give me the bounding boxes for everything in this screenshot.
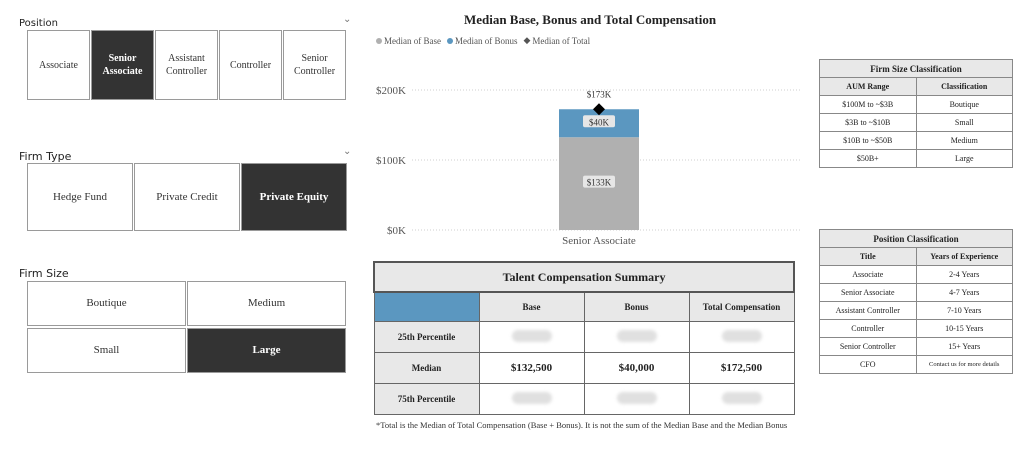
table-cell: $50B+ [820, 150, 917, 168]
y-tick-label: $100K [376, 155, 406, 167]
slicer-tile-label: Associate [39, 59, 78, 71]
column-header: AUM Range [820, 78, 917, 96]
firm-size-slicer-title: Firm Size [19, 267, 69, 280]
slicer-tile-label: Large [252, 344, 281, 357]
slicer-tile-associate[interactable] [27, 30, 90, 100]
table-row [374, 353, 794, 384]
table-cell: Associate [820, 266, 917, 284]
column-header: Total Compensation [689, 292, 794, 322]
table-caption: Firm Size Classification [820, 60, 1013, 78]
blurred-value [512, 392, 552, 404]
slicer-tile-large[interactable] [187, 328, 346, 373]
legend-item-bonus: Median of Bonus [447, 36, 518, 46]
table-cell: Senior Controller [820, 338, 917, 356]
column-header [374, 292, 479, 322]
slicer-tile-label: Hedge Fund [52, 190, 108, 203]
table-row [820, 356, 1013, 374]
chart-legend [376, 35, 590, 46]
table-cell: 7-10 Years [916, 302, 1013, 320]
slicer-tile-label: Medium [247, 297, 286, 310]
slicer-tile-label: Boutique [86, 297, 127, 310]
table-cell [479, 322, 584, 353]
slicer-tile-private-equity[interactable] [241, 163, 347, 231]
table-row [820, 284, 1013, 302]
slicer-tile-controller[interactable] [219, 30, 282, 100]
slicer-tile-small[interactable] [27, 328, 186, 373]
data-label-base: $133K [586, 177, 612, 188]
table-cell: $172,500 [689, 353, 794, 384]
data-label-bonus: $40K [589, 117, 609, 128]
table-row [820, 132, 1013, 150]
table-cell: 15+ Years [916, 338, 1013, 356]
table-cell [584, 384, 689, 415]
table-cell: $3B to ~$10B [820, 114, 917, 132]
blurred-value [617, 392, 657, 404]
y-tick-label: $0K [387, 225, 406, 237]
position-classification-table [819, 229, 1013, 374]
table-row [820, 302, 1013, 320]
row-label: 75th Percentile [374, 384, 479, 415]
column-header: Base [479, 292, 584, 322]
table-row [820, 114, 1013, 132]
chart-title: Median Base, Bonus and Total Compensation [463, 12, 717, 27]
legend-item-base: Median of Base [376, 36, 441, 46]
table-row [820, 150, 1013, 168]
table-cell [584, 322, 689, 353]
legend-item-total: ◆ Median of Total [523, 35, 591, 46]
table-row [820, 320, 1013, 338]
summary-title-row [374, 262, 794, 292]
table-cell: Medium [916, 132, 1013, 150]
chevron-down-icon[interactable]: ⌄ [343, 14, 352, 25]
slicer-tile-assistant-controller[interactable] [155, 30, 218, 100]
table-cell [689, 322, 794, 353]
table-cell [479, 384, 584, 415]
table-caption-row [820, 60, 1013, 78]
table-cell: Senior Associate [820, 284, 917, 302]
table-cell: 4-7 Years [916, 284, 1013, 302]
chevron-down-icon[interactable]: ⌄ [343, 146, 352, 157]
table-header-row [820, 78, 1013, 96]
table-cell: 10-15 Years [916, 320, 1013, 338]
summary-header-row [374, 292, 794, 322]
slicer-tile-label: Senior Controller [293, 53, 336, 77]
blurred-value [722, 330, 762, 342]
diamond-icon: ◆ [523, 35, 531, 45]
y-tick-label: $200K [376, 85, 406, 97]
table-cell: 2-4 Years [916, 266, 1013, 284]
slicer-tile-label: Small [93, 344, 120, 357]
x-tick-label: Senior Associate [562, 235, 636, 247]
table-row [820, 96, 1013, 114]
column-header: Years of Experience [916, 248, 1013, 266]
column-header: Bonus [584, 292, 689, 322]
slicer-tile-label: Assistant Controller [165, 53, 208, 77]
column-header: Classification [916, 78, 1013, 96]
table-cell: Assistant Controller [820, 302, 917, 320]
table-cell: Large [916, 150, 1013, 168]
table-cell: $100M to ~$3B [820, 96, 917, 114]
table-cell: CFO [820, 356, 917, 374]
slicer-tile-label: Private Equity [259, 190, 329, 203]
summary-title: Talent Compensation Summary [374, 262, 794, 292]
compensation-chart [360, 50, 820, 250]
slicer-tile-label: Senior Associate [102, 53, 143, 77]
slicer-tile-medium[interactable] [187, 281, 346, 326]
table-row [820, 266, 1013, 284]
talent-compensation-summary-table [373, 261, 795, 415]
table-caption: Position Classification [820, 230, 1013, 248]
table-cell: Small [916, 114, 1013, 132]
data-label-total: $173K [586, 89, 612, 100]
firm-size-classification-table [819, 59, 1013, 168]
circle-icon [447, 38, 453, 44]
table-cell [689, 384, 794, 415]
slicer-tile-senior-associate[interactable] [91, 30, 154, 100]
column-header: Title [820, 248, 917, 266]
slicer-tile-senior-controller[interactable] [283, 30, 346, 100]
table-cell: Boutique [916, 96, 1013, 114]
table-header-row [820, 248, 1013, 266]
row-label: 25th Percentile [374, 322, 479, 353]
position-slicer-title: Position [19, 18, 58, 29]
table-row [374, 384, 794, 415]
table-row [374, 322, 794, 353]
row-label: Median [374, 353, 479, 384]
table-row [820, 338, 1013, 356]
table-cell: $10B to ~$50B [820, 132, 917, 150]
circle-icon [376, 38, 382, 44]
table-cell: Contact us for more details [916, 356, 1013, 374]
table-cell: $132,500 [479, 353, 584, 384]
firm-type-slicer-title: Firm Type [19, 150, 72, 163]
footnote: *Total is the Median of Total Compensation (Base + Bonus). It is not the sum of the Median Base and the Median Bonus [376, 420, 788, 430]
table-cell: Controller [820, 320, 917, 338]
slicer-tile-hedge-fund[interactable] [27, 163, 133, 231]
slicer-tile-private-credit[interactable] [134, 163, 240, 231]
slicer-tile-boutique[interactable] [27, 281, 186, 326]
blurred-value [722, 392, 762, 404]
slicer-tile-label: Controller [229, 59, 272, 71]
table-caption-row [820, 230, 1013, 248]
table-cell: $40,000 [584, 353, 689, 384]
blurred-value [512, 330, 552, 342]
slicer-tile-label: Private Credit [156, 190, 218, 203]
blurred-value [617, 330, 657, 342]
